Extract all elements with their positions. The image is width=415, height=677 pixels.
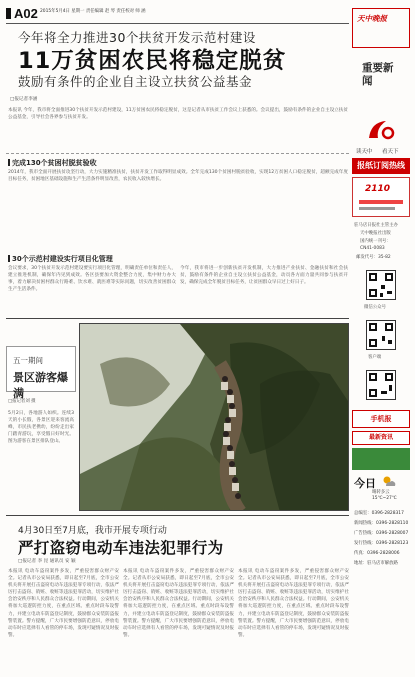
divider [6, 153, 349, 154]
second-headline: 严打盗窃电动车违法犯罪行为 [18, 539, 224, 557]
sun-cloud-icon [382, 475, 396, 487]
qr-label: 微信公众号 [364, 305, 386, 310]
lead-section-2: 30个示范村建设实行项目化管理 [8, 254, 113, 264]
lead-section-1: 完成130个贫困村脱贫验收 [8, 158, 97, 168]
lead-kicker: 今年将全力推进30个扶贫开发示范村建设 [18, 30, 256, 45]
green-ad [352, 448, 410, 470]
feature-title: 景区游客爆满 [13, 371, 68, 400]
subscribe-banner [352, 158, 410, 174]
lead-paragraph-2: 2014年，我市全面开展扶贫攻坚行动，大力实施精准扶贫，扶贫开发工作取得明显成效。全年完成130个贫困村脱贫验收，实现12万贫困人口稳定脱贫，超额完成年度目标任务，贫困地区基础设施和生产生活条件明显改善，农民收入较快增长。 [8, 170, 348, 183]
page-dateline: 2015年5月4日 星期一 责任编辑 赵 琴 责任校对 师 涵 [40, 9, 146, 14]
contact-line: 发行热线：0396-2828123 [354, 541, 409, 546]
weather-desc: 晴转多云 [372, 490, 390, 495]
lead-paragraph-3: 会议要求，30个扶贫开发示范村建设要实行项目化管理，明确责任单位和责任人，建立推进机制，确保年内见到成效。各区县要加大资金整合力度，集中财力办大事，着力解决贫困村群众行路难、饮水难、就医难等实际问题，切实改善贫困群众生产生活条件。 [8, 266, 176, 293]
news-ad: 最新资讯 [352, 431, 410, 445]
qr-code-icon [366, 320, 396, 350]
hotline-ad [352, 177, 410, 217]
lead-headline: 11万贫困农民将稳定脱贫 [18, 48, 287, 74]
main-column [6, 6, 349, 672]
sidebar [352, 8, 410, 672]
contact-line: 地址：驻马店市解放路 [354, 561, 398, 566]
feature-kicker: 五一期间 [13, 356, 43, 365]
page-number: A02 [6, 6, 38, 21]
contact-line: 传真：0396-2828006 [354, 551, 400, 556]
second-text-col-3: 本报讯 电动车盗窃案件多发，严重侵害群众财产安全。记者从市公安局获悉，即日起至7月底，全市公安机关将开展打击盗窃电动车违法犯罪专项行动，依法严厉打击盗窃、销赃、收赃等违法犯罪活动，切实维护社会治安秩序和人民群众合法权益。行动期间，公安机关将加大巡逻防控力度，在重点区域、重点时段布设警力，并建立电动车防盗登记制度，鼓励群众安装防盗报警装置。警方提醒，广大市民要增强防范意识，停放电动车时应选择有人看管的停车场，发现可疑情况及时报警。 [238, 569, 349, 638]
mobile-ad: 手机报 [352, 410, 410, 428]
lead-paragraph-4: 今年，我市将进一步创新扶贫开发机制，大力推进产业扶贫、金融扶贫和社会扶贫，鼓励有条件的企业自主设立扶贫公益基金，动员各方面力量共同参与扶贫开发，确保完成全年脱贫目标任务，让贫困群众早日过上好日子。 [180, 266, 348, 286]
contact-line: 国内统一刊号： [360, 239, 391, 244]
contact-line: 天中晚报社出版 [360, 231, 391, 236]
nav-right: 看天下 [382, 149, 399, 155]
second-text-col-1: 本报讯 电动车盗窃案件多发，严重侵害群众财产安全。记者从市公安局获悉，即日起至7月底，全市公安机关将开展打击盗窃电动车违法犯罪专项行动，依法严厉打击盗窃、销赃、收赃等违法犯罪活动，切实维护社会治安秩序和人民群众合法权益。行动期间，公安机关将加大巡逻防控力度，在重点区域、重点时段布设警力，并建立电动车防盗登记制度，鼓励群众安装防盗报警装置。警方提醒，广大市民要增强防范意识，停放电动车时应选择有人看管的停车场，发现可疑情况及时报警。 [8, 569, 119, 638]
hotline-number: 2110 [365, 184, 391, 194]
header-rule [6, 23, 349, 24]
contact-line: 总编室：0396-2828317 [354, 511, 404, 516]
lead-subheadline: 鼓励有条件的企业自主设立扶贫公益基金 [18, 74, 253, 89]
weather-day: 今日 [354, 477, 376, 490]
scenic-crowd-photo [80, 324, 349, 511]
contact-line: 广告热线：0396-2828007 [354, 531, 409, 536]
section-emblem-icon [366, 118, 396, 142]
lead-paragraph-1: 本报讯 今年，我市将全面推进30个扶贫开发示范村建设，11万贫困农民将稳定脱贫，这是记者从市扶贫工作会议上获悉的。会议提出，鼓励有条件的企业自主设立扶贫公益基金，引导社会各界参与扶贫开发。 [8, 108, 348, 121]
feature-byline: □报记者刘 摄 [8, 399, 36, 404]
nav-left: 读天中 [356, 149, 373, 155]
contact-line: 新闻热线：0396-2828110 [354, 521, 409, 526]
feature-photo [79, 323, 349, 511]
feature-caption: 5月2日，各地游人如织。连续3天的小长假，各景区迎来客流高峰，市民扶老携幼，纷纷走出家门踏青游玩，享受假日好时光。图为游客在景区排队登山。 [8, 411, 74, 445]
section-logo [352, 8, 410, 48]
paper-name: 天中晚报 [357, 14, 387, 23]
contact-line: 驻马店日报社主管主办 [354, 223, 398, 228]
ad-stripe [359, 207, 395, 210]
lead-byline: □报记者李涵 [10, 97, 38, 102]
ad-stripe [359, 200, 403, 204]
second-text-col-2: 本报讯 电动车盗窃案件多发，严重侵害群众财产安全。记者从市公安局获悉，即日起至7月底，全市公安机关将开展打击盗窃电动车违法犯罪专项行动，依法严厉打击盗窃、销赃、收赃等违法犯罪活动，切实维护社会治安秩序和人民群众合法权益。行动期间，公安机关将加大巡逻防控力度，在重点区域、重点时段布设警力，并建立电动车防盗登记制度，鼓励群众安装防盗报警装置。警方提醒，广大市民要增强防范意识，停放电动车时应选择有人看管的停车场，发现可疑情况及时报警。 [123, 569, 234, 638]
divider [6, 318, 349, 319]
qr-label: 客户端 [368, 355, 382, 360]
qr-code-icon [366, 370, 396, 400]
second-byline: □报记者 李 昆 通讯员 安 颖 [18, 559, 76, 564]
second-kicker: 4月30日至7月底，我市开展专项行动 [18, 526, 167, 536]
section-title: 重要新闻 [362, 62, 394, 87]
feature-title-box [6, 346, 76, 400]
weather-temp: 15℃~27℃ [372, 496, 397, 501]
divider [6, 515, 349, 516]
subscribe-banner-text: 报纸订阅热线 [357, 161, 405, 170]
qr-code-icon [366, 270, 396, 300]
contact-line: CN41-0083 [360, 246, 385, 251]
contact-line: 邮发代号：35-82 [356, 255, 391, 260]
